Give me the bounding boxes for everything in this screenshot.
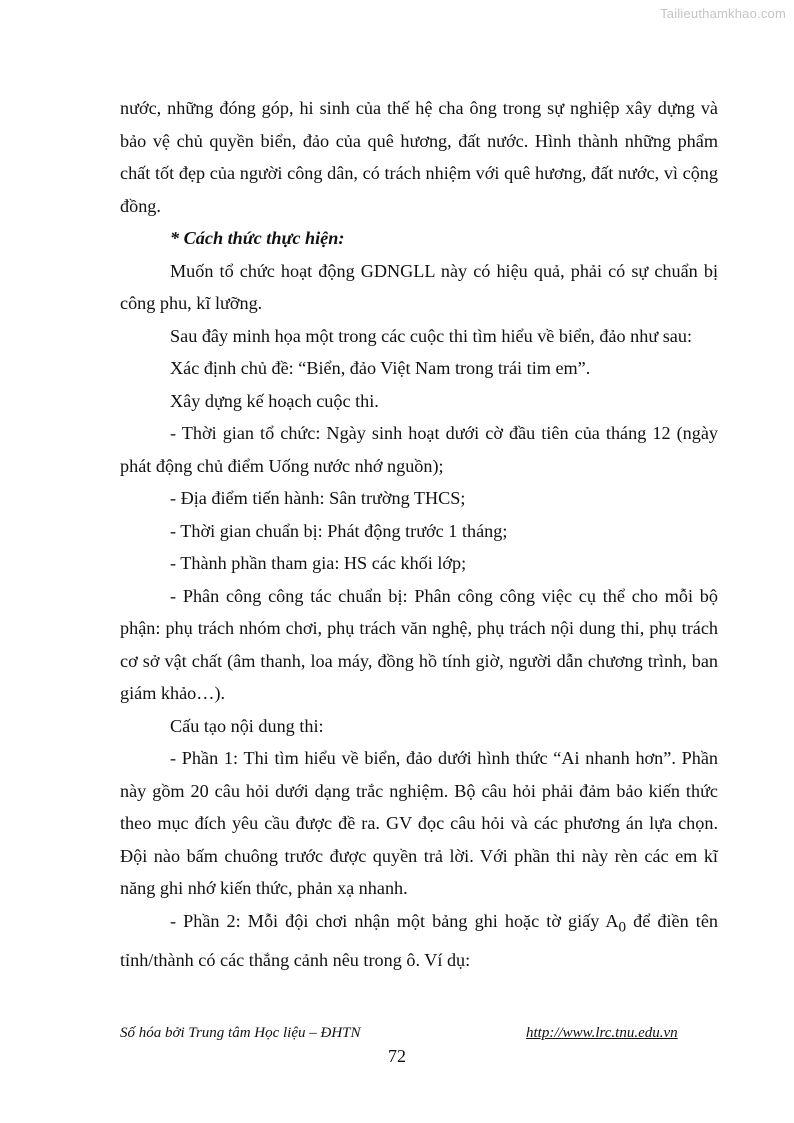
document-body bbox=[120, 92, 718, 976]
paragraph: Sau đây minh họa một trong các cuộc thi tìm hiểu về biển, đảo như sau: bbox=[170, 325, 693, 346]
paragraph: Xây dựng kế hoạch cuộc thi. bbox=[170, 390, 379, 411]
paragraph-continuation: nước, những đóng góp, hi sinh của thế hệ cha ông trong sự nghiệp xây dựng và bảo vệ chủ quyền biển, đảo của quê hương, đất nước. Hình thành những phẩm chất tốt đẹp của người công dân, có trách nhiệm với quê hương, đất nước, vì cộng đồng. bbox=[120, 98, 718, 216]
watermark: Tailieuthamkhao.com bbox=[660, 6, 786, 21]
list-item bbox=[120, 905, 718, 977]
footer-source: Số hóa bởi Trung tâm Học liệu – ĐHTN bbox=[120, 1025, 361, 1041]
list-item: - Thời gian tổ chức: Ngày sinh hoạt dưới cờ đầu tiên của tháng 12 (ngày phát động chủ điểm Uống nước nhớ nguồn); bbox=[120, 423, 718, 476]
page-number: 72 bbox=[388, 1046, 406, 1066]
list-item: - Phân công công tác chuẩn bị: Phân công công việc cụ thể cho mỗi bộ phận: phụ trách nhóm chơi, phụ trách văn nghệ, phụ trách nội dung thi, phụ trách cơ sở vật chất (âm thanh, loa máy, đồng hồ tính giờ, người dẫn chương trình, ban giám khảo…). bbox=[120, 585, 718, 703]
subscript: 0 bbox=[618, 918, 627, 936]
paragraph: Muốn tổ chức hoạt động GDNGLL này có hiệu quả, phải có sự chuẩn bị công phu, kĩ lưỡng. bbox=[120, 260, 718, 313]
text-before-subscript: - Phần 2: Mỗi đội chơi nhận một bảng ghi hoặc tờ giấy A bbox=[170, 910, 619, 931]
list-item: - Thời gian chuẩn bị: Phát động trước 1 tháng; bbox=[170, 520, 508, 541]
text-after-subscript: để điền tên tỉnh/thành có các thắng cảnh nêu trong ô. Ví dụ: bbox=[120, 910, 718, 970]
list-item: - Thành phần tham gia: HS các khối lớp; bbox=[170, 553, 467, 573]
list-item: - Phần 1: Thi tìm hiểu về biển, đảo dưới hình thức “Ai nhanh hơn”. Phần này gồm 20 câu hỏi dưới dạng trắc nghiệm. Bộ câu hỏi phải đảm bảo kiến thức theo mục đích yêu cầu được đề ra. GV đọc câu hỏi và các phương án lựa chọn. Đội nào bấm chuông trước được quyền trả lời. Với phần thi này rèn các em kĩ năng ghi nhớ kiến thức, phản xạ nhanh. bbox=[120, 748, 718, 898]
section-heading: * Cách thức thực hiện: bbox=[170, 228, 345, 248]
paragraph: Cấu tạo nội dung thi: bbox=[170, 715, 324, 736]
list-item: - Địa điểm tiến hành: Sân trường THCS; bbox=[170, 488, 466, 508]
footer-link[interactable]: http://www.lrc.tnu.edu.vn bbox=[526, 1025, 678, 1041]
paragraph: Xác định chủ đề: “Biển, đảo Việt Nam trong trái tim em”. bbox=[170, 358, 591, 378]
